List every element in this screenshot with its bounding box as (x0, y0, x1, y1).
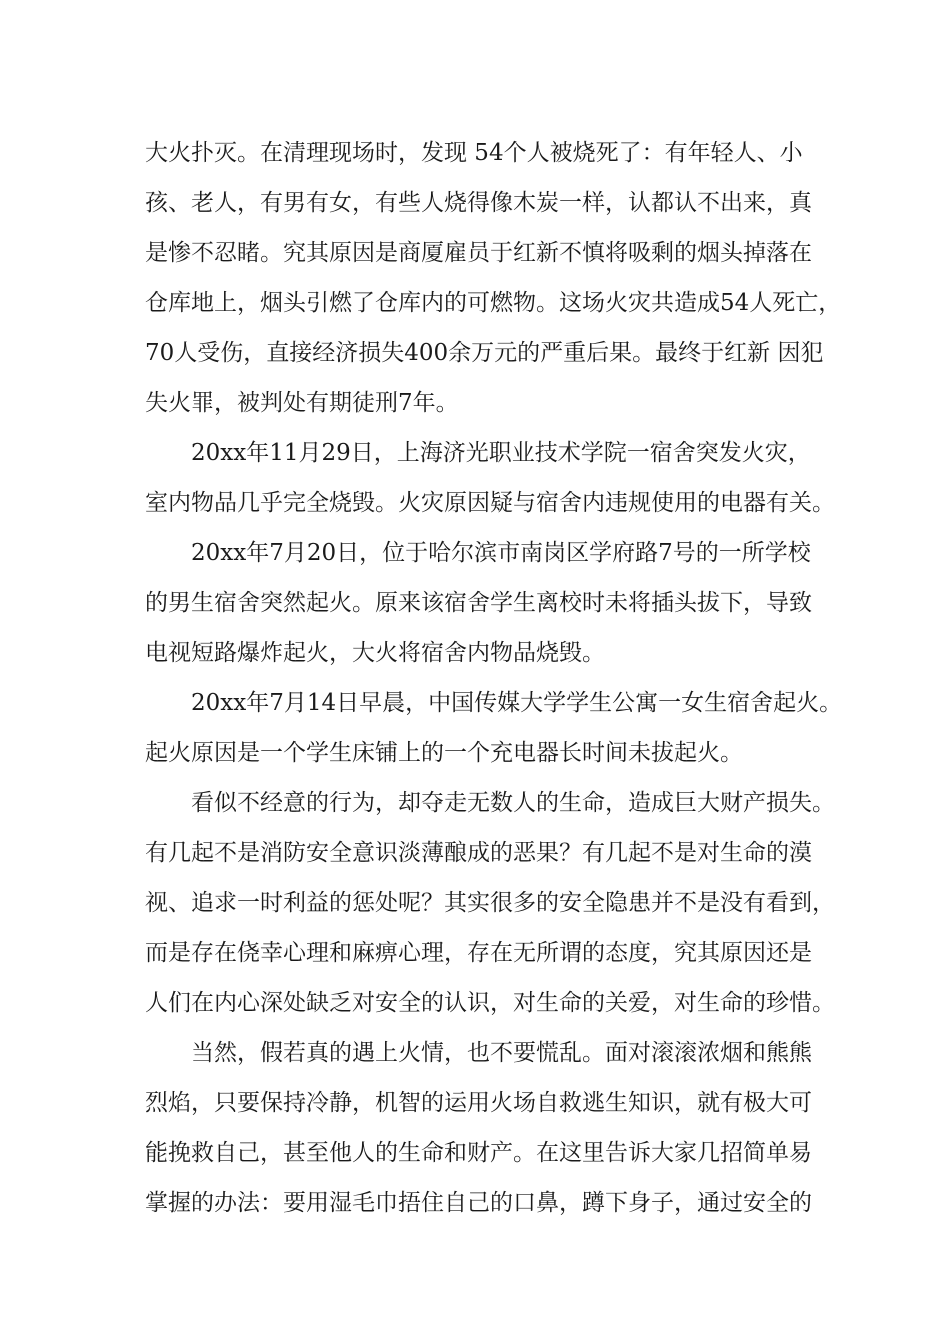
text-line: 70人受伤，直接经济损失400余万元的严重后果。最终于红新 因犯 (145, 340, 824, 366)
text-line: 20xx年7月20日，位于哈尔滨市南岗区学府路7号的一所学校 (191, 540, 811, 566)
text-line: 而是存在侥幸心理和麻痹心理，存在无所谓的态度，究其原因还是 (145, 940, 812, 966)
text-line: 当然，假若真的遇上火情，也不要慌乱。面对滚滚浓烟和熊熊 (191, 1040, 812, 1066)
text-line: 掌握的办法：要用湿毛巾捂住自己的口鼻，蹲下身子，通过安全的 (145, 1190, 812, 1216)
paragraph-reflection (145, 778, 835, 1028)
text-line: 20xx年7月14日早晨，中国传媒大学学生公寓一女生宿舍起火。 (191, 690, 843, 716)
text-line: 电视短路爆炸起火，大火将宿舍内物品烧毁。 (145, 640, 605, 666)
text-line: 烈焰，只要保持冷静，机智的运用火场自救逃生知识，就有极大可 (145, 1090, 812, 1116)
text-line: 起火原因是一个学生床铺上的一个充电器长时间未拔起火。 (145, 740, 743, 766)
paragraph-shanghai-fire (145, 428, 835, 528)
paragraph-harbin-fire (145, 528, 825, 678)
document-body (145, 128, 843, 1228)
text-line: 能挽救自己，甚至他人的生命和财产。在这里告诉大家几招简单易 (145, 1140, 812, 1166)
text-line: 大火扑灭。在清理现场时，发现 54个人被烧死了：有年轻人、小 (145, 140, 803, 166)
paragraph-cuc-fire (145, 678, 843, 778)
text-line: 仓库地上，烟头引燃了仓库内的可燃物。这场火灾共造成54人死亡， (145, 290, 842, 316)
text-line: 人们在内心深处缺乏对安全的认识，对生命的关爱，对生命的珍惜。 (145, 990, 835, 1016)
text-line: 20xx年11月29日，上海济光职业技术学院一宿舍突发火灾， (191, 440, 811, 466)
text-line: 有几起不是消防安全意识淡薄酿成的恶果？有几起不是对生命的漠 (145, 840, 812, 866)
text-line: 室内物品几乎完全烧毁。火灾原因疑与宿舍内违规使用的电器有关。 (145, 490, 835, 516)
text-line: 视、追求一时利益的惩处呢？其实很多的安全隐患并不是没有看到， (145, 890, 835, 916)
text-line: 失火罪，被判处有期徒刑7年。 (145, 390, 459, 416)
text-line: 孩、老人，有男有女，有些人烧得像木炭一样，认都认不出来，真 (145, 190, 812, 216)
paragraph-escape-advice (145, 1028, 825, 1228)
paragraph-fire-aftermath (145, 128, 842, 428)
text-line: 的男生宿舍突然起火。原来该宿舍学生离校时未将插头拔下，导致 (145, 590, 812, 616)
text-line: 是惨不忍睹。究其原因是商厦雇员于红新不慎将吸剩的烟头掉落在 (145, 240, 812, 266)
text-line: 看似不经意的行为，却夺走无数人的生命，造成巨大财产损失。 (191, 790, 835, 816)
